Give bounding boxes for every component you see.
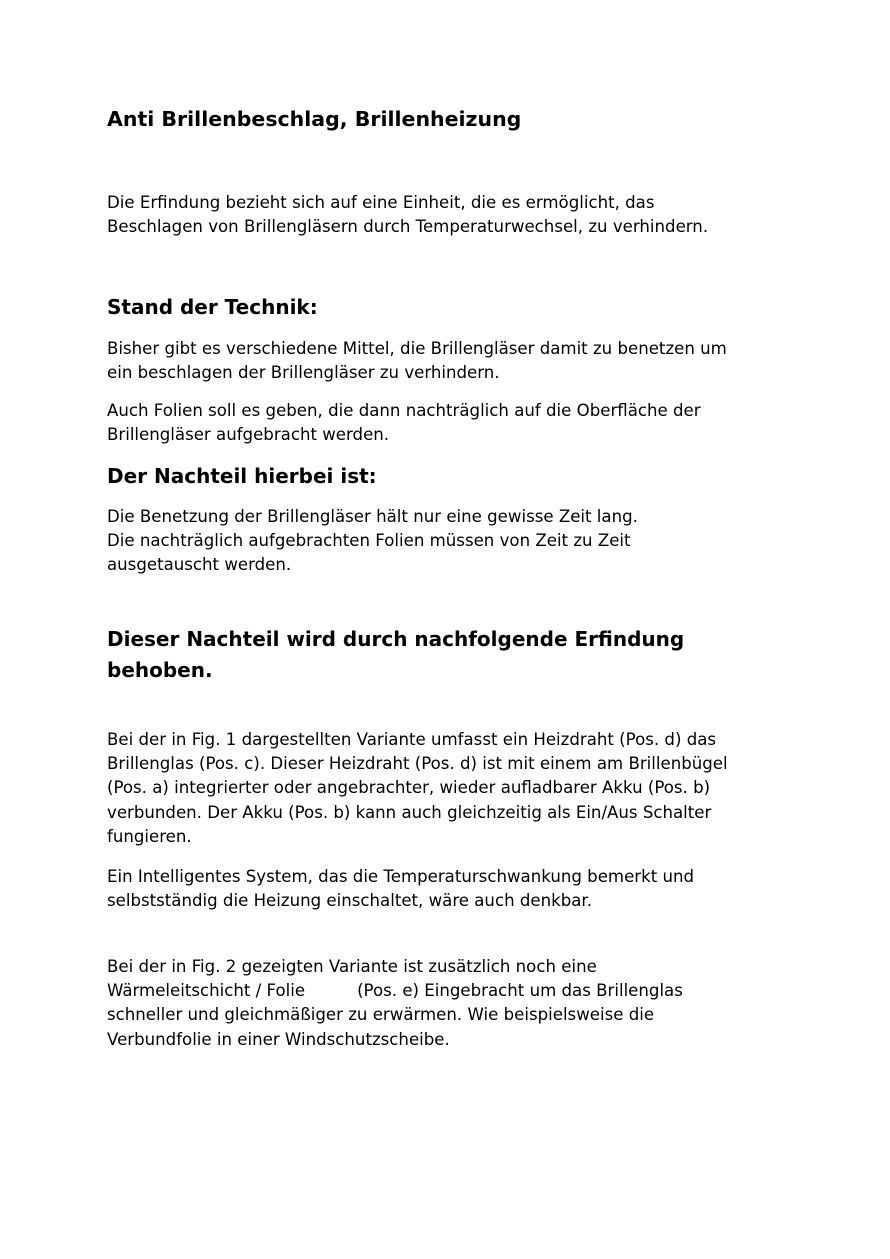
prior-art-heading: Stand der Technik: [107,295,318,319]
fig2-paragraph [107,955,683,1052]
fig2-line-part: (Pos. e) Eingebracht um das Brillenglas [357,981,683,1001]
paragraph-line [107,979,683,1003]
paragraph-line: Verbundfolie in einer Windschutzscheibe. [107,1029,450,1049]
paragraph-line: Bisher gibt es verschiedene Mittel, die Brillengläser damit zu benetzen um [107,339,727,358]
intro-line: Die Erfindung bezieht sich auf eine Einheit, die es ermöglicht, das [107,193,655,212]
paragraph-line: Ein Intelligentes System, das die Temperaturschwankung bemerkt und [107,867,695,886]
paragraph-line: (Pos. a) integrierter oder angebrachter, wieder aufladbarer Akku (Pos. b) [107,778,711,798]
intro-paragraph [107,191,708,239]
document-title: Anti Brillenbeschlag, Brillenheizung [107,107,522,131]
disadvantage-paragraph [107,505,638,578]
paragraph-line: Bei der in Fig. 1 dargestellten Variante umfasst ein Heizdraht (Pos. d) das [107,730,717,749]
paragraph-line: Die Benetzung der Brillengläser hält nur eine gewisse Zeit lang. [107,507,638,526]
paragraph-line: schneller und gleichmäßiger zu erwärmen. Wie beispielsweise die [107,1005,655,1025]
paragraph-line: Brillengläser aufgebracht werden. [107,425,390,445]
paragraph-line: selbstständig die Heizung einschaltet, wäre auch denkbar. [107,891,593,911]
intro-line: Beschlagen von Brillengläsern durch Temperaturwechsel, zu verhindern. [107,217,709,237]
heading-line: behoben. [107,658,213,682]
paragraph-line: ein beschlagen der Brillengläser zu verhindern. [107,363,500,383]
fig1-paragraph [107,728,728,849]
fig2-line-part: Wärmeleitschicht / Folie [107,981,306,1001]
smart-system-paragraph [107,865,694,913]
paragraph-line: ausgetauscht werden. [107,555,292,575]
paragraph-line: Auch Folien soll es geben, die dann nachträglich auf die Oberfläche der [107,401,701,420]
paragraph-line: Brillenglas (Pos. c). Dieser Heizdraht (Pos. d) ist mit einem am Brillenbügel [107,754,728,774]
solution-heading [107,624,684,686]
paragraph-line: verbunden. Der Akku (Pos. b) kann auch gleichzeitig als Ein/Aus Schalter [107,802,712,822]
disadvantage-heading: Der Nachteil hierbei ist: [107,464,377,488]
prior-art-paragraph-2 [107,399,701,447]
paragraph-line: Bei der in Fig. 2 gezeigten Variante ist zusätzlich noch eine [107,957,597,976]
paragraph-line: fungieren. [107,826,192,846]
paragraph-line: Die nachträglich aufgebrachten Folien müssen von Zeit zu Zeit [107,531,631,551]
prior-art-paragraph-1 [107,337,727,385]
heading-line: Dieser Nachteil wird durch nachfolgende Erfindung [107,627,685,651]
